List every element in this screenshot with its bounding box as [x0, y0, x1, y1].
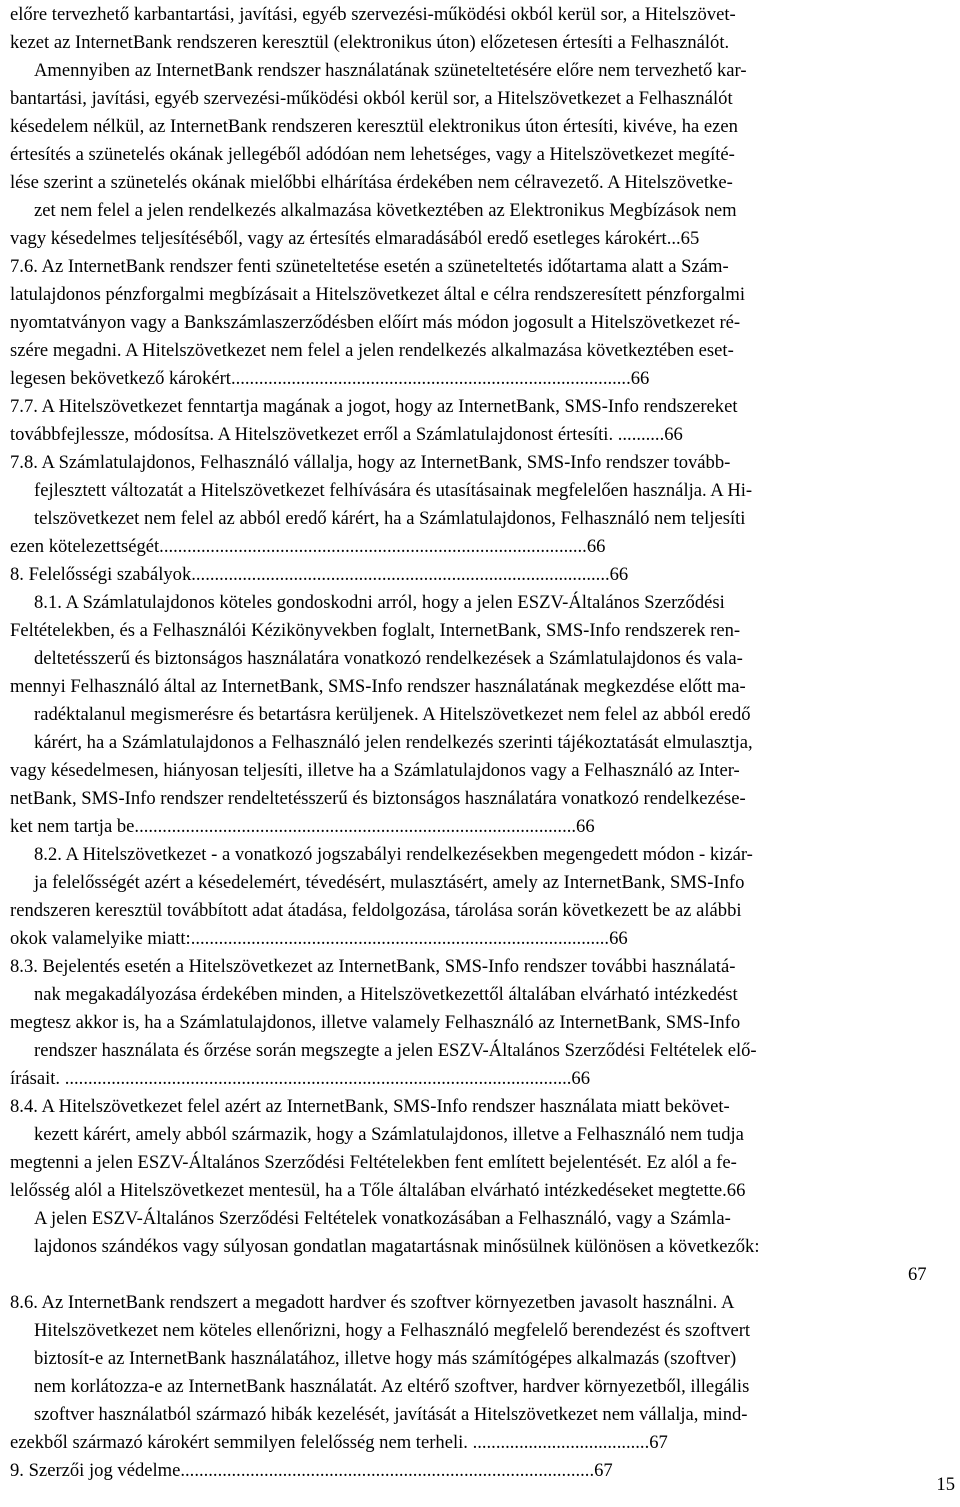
text-line: szére megadni. A Hitelszövetkezet nem felel a jelen rendelkezés alkalmazása következtében eset- [10, 340, 734, 361]
text-line: rendszer használata és őrzése során megszegte a jelen ESZV-Általános Szerződési Feltételek elő- [34, 1040, 757, 1061]
text-line: megtenni a jelen ESZV-Általános Szerződési Feltételekben fent említett bejelentését. Ez alól a fe- [10, 1152, 737, 1173]
text-line: zet nem felel a jelen rendelkezés alkalmazása következtében az Elektronikus Megbízások nem [34, 200, 737, 221]
text-line: latulajdonos pénzforgalmi megbízásait a Hitelszövetkezet által e célra rendszeresített pénzforgalmi [10, 284, 746, 305]
text-line: kezet az InternetBank rendszeren keresztül (elektronikus úton) előzetesen értesíti a Felhasználót. [10, 32, 730, 53]
text-line: 7.8. A Számlatulajdonos, Felhasználó vállalja, hogy az InternetBank, SMS-Info rendszer tovább- [10, 452, 731, 473]
text-line: előre tervezhető karbantartási, javítási, egyéb szervezési-működési okból kerül sor, a Hitelszövet- [10, 4, 736, 25]
text-line: ezen kötelezettségét............................................................................................66 [10, 536, 606, 557]
text-line: nyomtatványon vagy a Bankszámlaszerződésben előírt más módon jogosult a Hitelszövetkezet ré- [10, 312, 741, 333]
text-line: biztosít-e az InternetBank használatához, illetve hogy más számítógépes alkalmazás (szoftver) [34, 1348, 737, 1369]
text-line: deltetésszerű és biztonságos használatára vonatkozó rendelkezések a Számlatulajdonos és vala- [34, 648, 743, 669]
text-line: vagy késedelmes teljesítéséből, vagy az értesítés elmaradásából eredő esetleges károkért...65 [10, 228, 700, 249]
text-line: 8.4. A Hitelszövetkezet felel azért az InternetBank, SMS-Info rendszer használata miatt bekövet- [10, 1096, 730, 1117]
text-line: ezekből származó károkért semmilyen felelősség nem terheli. ......................................67 [10, 1432, 668, 1453]
text-line: 67 [908, 1264, 927, 1285]
text-line: 8.3. Bejelentés esetén a Hitelszövetkezet az InternetBank, SMS-Info rendszer további használatá- [10, 956, 736, 977]
text-line: fejlesztett változatát a Hitelszövetkezet felhívására és utasításainak megfelelően használja. A Hi- [34, 480, 753, 501]
text-line: kezett kárért, amely abból származik, hogy a Számlatulajdonos, illetve a Felhasználó nem tudja [34, 1124, 744, 1145]
page-number: 15 [936, 1474, 955, 1495]
text-line: késedelem nélkül, az InternetBank rendszeren keresztül elektronikus úton értesíti, kivéve, ha ezen [10, 116, 738, 137]
text-line: 8. Felelősségi szabályok..........................................................................................66 [10, 564, 629, 585]
text-line: mennyi Felhasználó által az InternetBank, SMS-Info rendszer használatának megkezdése előtt ma- [10, 676, 746, 697]
text-line: Hitelszövetkezet nem köteles ellenőrizni, hogy a Felhasználó megfelelő berendezést és szoftvert [34, 1320, 751, 1341]
text-line: nak megakadályozása érdekében minden, a Hitelszövetkezettől általában elvárható intézkedést [34, 984, 738, 1005]
text-line: értesítés a szünetelés okának jellegéből adódóan nem lehetséges, vagy a Hitelszövetkezet megíté- [10, 144, 735, 165]
text-line: 8.6. Az InternetBank rendszert a megadott hardver és szoftver környezetben javasolt használni. A [10, 1292, 735, 1313]
text-line: 9. Szerzői jog védelme.........................................................................................67 [10, 1460, 613, 1481]
text-line: vagy késedelmesen, hiányosan teljesíti, illetve ha a Számlatulajdonos vagy a Felhasználó az Inter- [10, 760, 740, 781]
text-line: okok valamelyike miatt:..........................................................................................66 [10, 928, 628, 949]
text-line: Feltételekben, és a Felhasználói Kézikönyvekben foglalt, InternetBank, SMS-Info rendszerek ren- [10, 620, 741, 641]
text-line: lése szerint a szünetelés okának mielőbbi elhárítása érdekében nem célravezető. A Hitelszövetke- [10, 172, 733, 193]
text-line: radéktalanul megismerésre és betartásra kerüljenek. A Hitelszövetkezet nem felel az abból eredő [34, 704, 751, 725]
text-line: bantartási, javítási, egyéb szervezési-működési okból kerül sor, a Hitelszövetkezet a Felhasználót [10, 88, 733, 109]
text-line: ja felelősségét azért a késedelemért, tévedésért, mulasztásért, amely az InternetBank, SMS-Info [34, 872, 745, 893]
text-line: Amennyiben az InternetBank rendszer használatának szüneteltetésére előre nem tervezhető kar- [34, 60, 747, 81]
text-line: kárért, ha a Számlatulajdonos a Felhasználó jelen rendelkezés szerinti tájékoztatását elmulasztja, [34, 732, 753, 753]
text-line: szoftver használatból származó hibák kezelését, javítását a Hitelszövetkezet nem vállalja, mind- [34, 1404, 748, 1425]
text-line: nem korlátozza-e az InternetBank használatát. Az eltérő szoftver, hardver környezetből, illegális [34, 1376, 750, 1397]
text-line: 7.6. Az InternetBank rendszer fenti szüneteltetése esetén a szüneteltetés időtartama alatt a Szám- [10, 256, 729, 277]
text-line: legesen bekövetkező károkért......................................................................................66 [10, 368, 650, 389]
text-line: netBank, SMS-Info rendszer rendeltetésszerű és biztonságos használatára vonatkozó rendelkezése- [10, 788, 746, 809]
text-line: ket nem tartja be...............................................................................................66 [10, 816, 595, 837]
text-line: megtesz akkor is, ha a Számlatulajdonos, illetve valamely Felhasználó az InternetBank, SMS-Info [10, 1012, 741, 1033]
text-line: írásait. .............................................................................................................66 [10, 1068, 591, 1089]
text-line: telszövetkezet nem felel az abból eredő kárért, ha a Számlatulajdonos, Felhasználó nem teljesíti [34, 508, 746, 529]
text-line: 7.7. A Hitelszövetkezet fenntartja magának a jogot, hogy az InternetBank, SMS-Info rendszereket [10, 396, 738, 417]
text-line: 8.1. A Számlatulajdonos köteles gondoskodni arról, hogy a jelen ESZV-Általános Szerződési [34, 592, 725, 613]
text-line: lelősség alól a Hitelszövetkezet mentesül, ha a Tőle általában elvárható intézkedéseket megtette.66 [10, 1180, 746, 1201]
text-line: lajdonos szándékos vagy súlyosan gondatlan magatartásnak minősülnek különösen a következők: [34, 1236, 760, 1257]
text-line: 8.2. A Hitelszövetkezet - a vonatkozó jogszabályi rendelkezésekben megengedett módon - kizár- [34, 844, 753, 865]
text-line: rendszeren keresztül továbbított adat átadása, feldolgozása, tárolása során következett be az alábbi [10, 900, 742, 921]
text-line: továbbfejlessze, módosítsa. A Hitelszövetkezet erről a Számlatulajdonost értesíti. ..........66 [10, 424, 683, 445]
text-line: A jelen ESZV-Általános Szerződési Feltételek vonatkozásában a Felhasználó, vagy a Számla- [34, 1208, 731, 1229]
